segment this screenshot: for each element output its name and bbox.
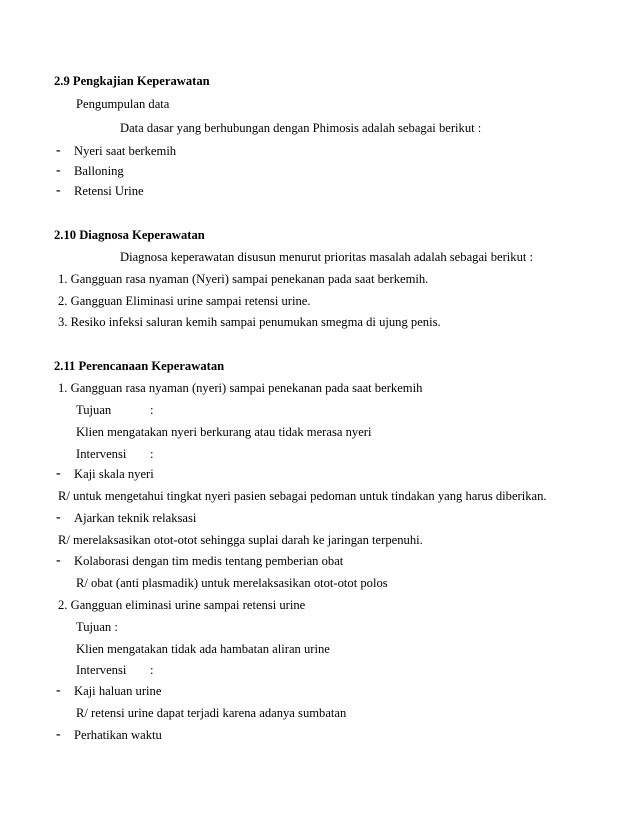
bullet: - <box>56 143 61 158</box>
bullet: - <box>56 466 61 481</box>
rationale-text: R/ obat (anti plasmadik) untuk merelaksasikan otot-otot polos <box>76 576 388 590</box>
action-item: Kaji haluan urine <box>74 684 162 698</box>
action-item: Kaji skala nyeri <box>74 467 154 481</box>
tujuan-label: Tujuan : <box>76 620 118 634</box>
list-item: 3. Resiko infeksi saluran kemih sampai penumukan smegma di ujung penis. <box>58 315 441 329</box>
list-item: Nyeri saat berkemih <box>74 144 177 158</box>
intro-text: Diagnosa keperawatan disusun menurut prioritas masalah adalah sebagai berikut : <box>120 250 534 264</box>
subheading: Pengumpulan data <box>76 97 170 111</box>
intervensi-label: Intervensi <box>76 447 127 461</box>
intro-text: Data dasar yang berhubungan dengan Phimosis adalah sebagai berikut : <box>120 121 482 135</box>
tujuan-text: Klien mengatakan nyeri berkurang atau tidak merasa nyeri <box>76 425 372 439</box>
action-item: Ajarkan teknik relaksasi <box>74 511 197 525</box>
rationale-text: R/ merelaksasikan otot-otot sehingga suplai darah ke jaringan terpenuhi. <box>58 533 423 547</box>
section-heading-2-11: 2.11 Perencanaan Keperawatan <box>54 359 225 373</box>
section-heading-2-10: 2.10 Diagnosa Keperawatan <box>54 228 205 242</box>
colon: : <box>150 447 154 461</box>
rationale-text: R/ untuk mengetahui tingkat nyeri pasien sebagai pedoman untuk tindakan yang harus diberikan. <box>58 489 547 503</box>
bullet: - <box>56 183 61 198</box>
action-item: Perhatikan waktu <box>74 728 162 742</box>
colon: : <box>150 663 154 677</box>
bullet: - <box>56 683 61 698</box>
bullet: - <box>56 163 61 178</box>
diagnosis-item: 1. Gangguan rasa nyaman (nyeri) sampai penekanan pada saat berkemih <box>58 381 423 395</box>
diagnosis-item: 2. Gangguan eliminasi urine sampai retensi urine <box>58 598 306 612</box>
bullet: - <box>56 553 61 568</box>
bullet: - <box>56 510 61 525</box>
list-item: 1. Gangguan rasa nyaman (Nyeri) sampai penekanan pada saat berkemih. <box>58 272 429 286</box>
action-item: Kolaborasi dengan tim medis tentang pemberian obat <box>74 554 344 568</box>
tujuan-text: Klien mengatakan tidak ada hambatan aliran urine <box>76 642 330 656</box>
list-item: Retensi Urine <box>74 184 144 198</box>
rationale-text: R/ retensi urine dapat terjadi karena adanya sumbatan <box>76 706 347 720</box>
section-heading-2-9: 2.9 Pengkajian Keperawatan <box>54 74 210 88</box>
list-item: 2. Gangguan Eliminasi urine sampai retensi urine. <box>58 294 311 308</box>
bullet: - <box>56 727 61 742</box>
tujuan-label: Tujuan <box>76 403 112 417</box>
list-item: Balloning <box>74 164 124 178</box>
intervensi-label: Intervensi <box>76 663 127 677</box>
colon: : <box>150 403 154 417</box>
